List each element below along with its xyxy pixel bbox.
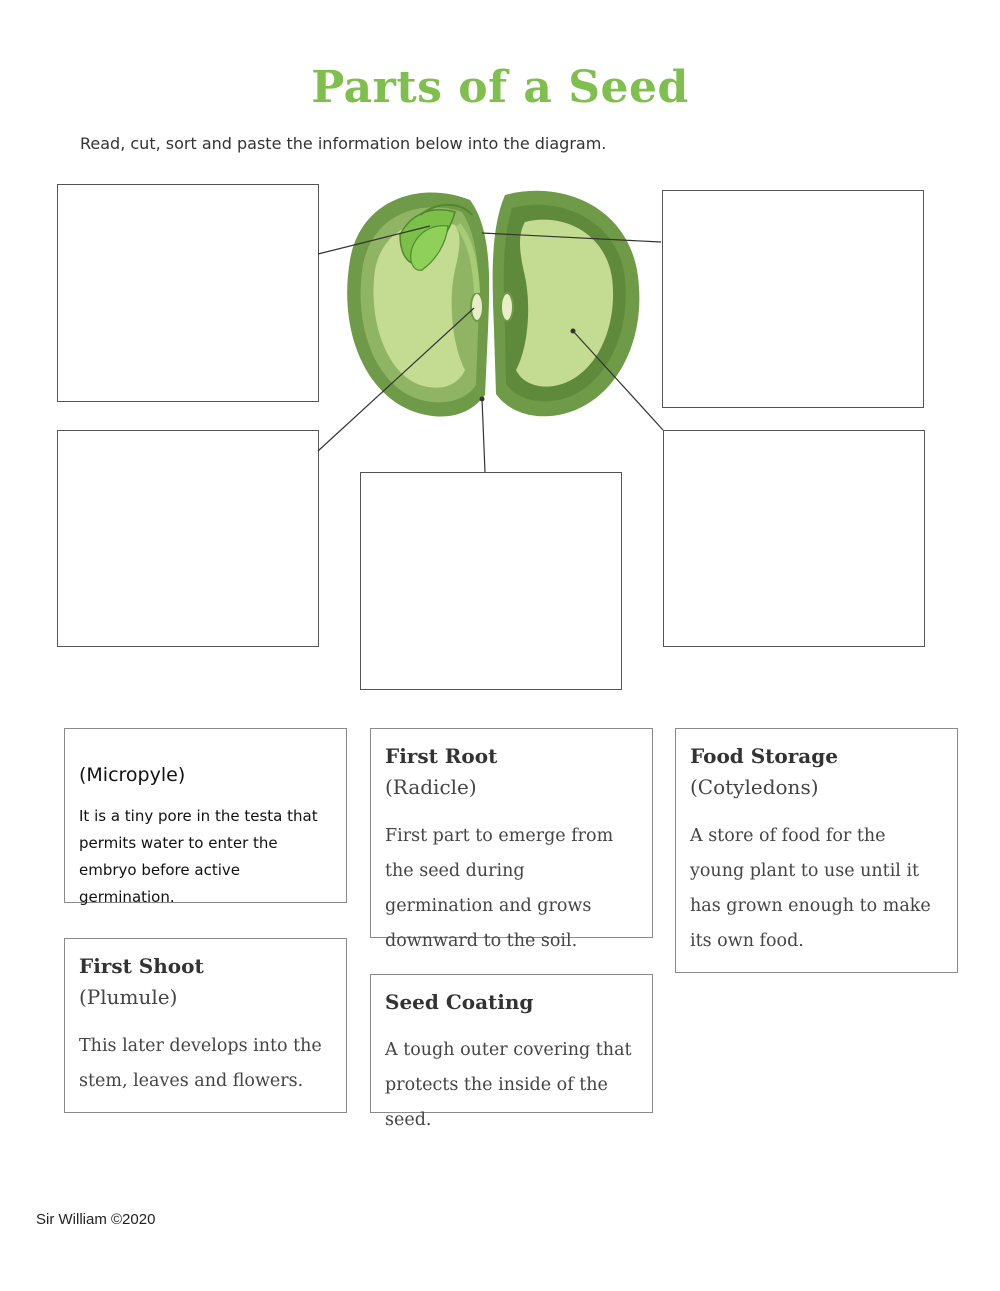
card-micropyle-body: It is a tiny pore in the testa that permits water to enter the embryo before active germination. (79, 807, 318, 906)
card-first-root[interactable] (370, 728, 653, 951)
card-food-storage-heading: Food Storage (690, 744, 838, 768)
card-first-shoot-body: This later develops into the stem, leaves and flowers. (79, 1036, 322, 1091)
card-first-shoot-subtitle: (Plumule) (79, 985, 178, 1009)
card-first-root-subtitle: (Radicle) (385, 775, 477, 799)
card-food-storage-subtitle: (Cotyledons) (690, 775, 819, 799)
card-micropyle-subtitle: (Micropyle) (79, 764, 186, 786)
card-first-shoot[interactable] (64, 938, 347, 1113)
credit-text: Sir William ©2020 (36, 1211, 156, 1228)
card-micropyle[interactable] (64, 728, 347, 906)
instructions-text: Read, cut, sort and paste the information below into the diagram. (80, 134, 607, 153)
leader-line-bottom-center (482, 399, 485, 472)
pointer-dot-coat (480, 397, 485, 402)
card-food-storage[interactable] (675, 728, 958, 973)
card-seed-coating-body: A tough outer covering that protects the inside of the seed. (385, 1040, 632, 1130)
seed-illustration (347, 191, 639, 417)
card-seed-coating-heading: Seed Coating (385, 990, 534, 1014)
card-food-storage-body: A store of food for the young plant to use until it has grown enough to make its own food. (690, 826, 931, 951)
card-first-shoot-heading: First Shoot (79, 954, 204, 978)
radicle-shape (471, 293, 483, 321)
page-title: Parts of a Seed (311, 62, 689, 113)
card-first-root-heading: First Root (385, 744, 498, 768)
card-seed-coating[interactable] (370, 974, 653, 1130)
card-first-root-body: First part to emerge from the seed during germination and grows downward to the soil. (385, 826, 614, 951)
pointer-dot-cotyledon (571, 329, 576, 334)
